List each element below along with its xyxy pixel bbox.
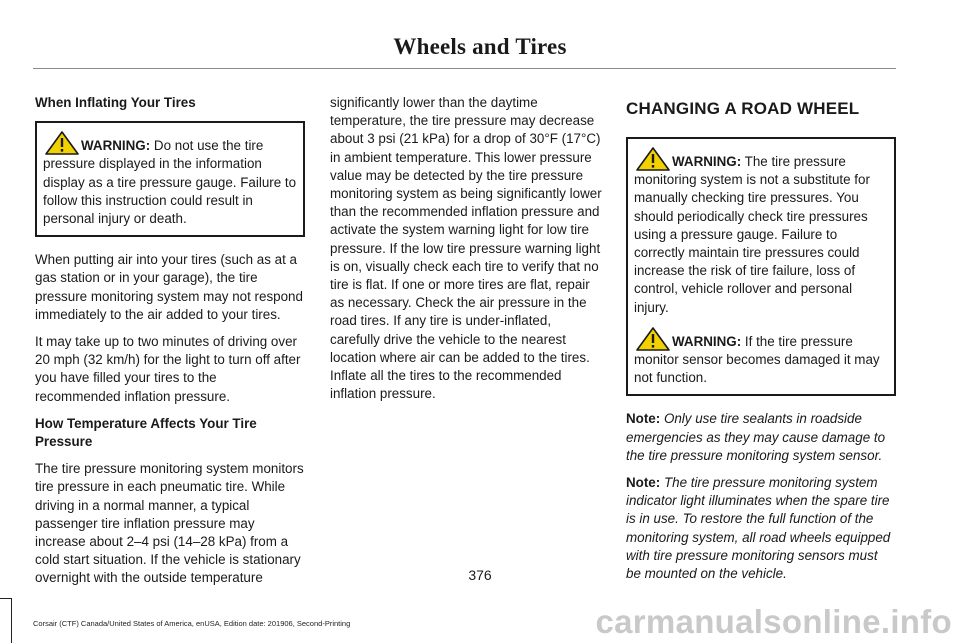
paragraph: When putting air into your tires (such as at a gas station or in your garage), the tire pressure monitoring system may not respond immediately to the air added to your tires. bbox=[35, 252, 303, 322]
subhead-inflating-tires: When Inflating Your Tires bbox=[35, 95, 196, 110]
warning-triangle-icon bbox=[636, 327, 670, 351]
title-divider bbox=[33, 68, 896, 69]
watermark-logo: carmanualsonline.info bbox=[595, 603, 952, 640]
section-heading: CHANGING A ROAD WHEEL bbox=[626, 99, 860, 118]
column-1 bbox=[35, 94, 305, 597]
warning-label: WARNING: bbox=[672, 154, 742, 169]
warning-text: Do not use the tire pressure displayed in the information display as a tire pressure gauge. Failure to follow this instruction could result in personal injury or death. bbox=[43, 138, 297, 227]
page-number: 376 bbox=[468, 567, 492, 583]
edition-footer: Corsair (CTF) Canada/United States of America, enUSA, Edition date: 201906, Second-Printing bbox=[33, 619, 351, 628]
paragraph: It may take up to two minutes of driving over 20 mph (32 km/h) for the light to turn off after you have filled your tires to the recommended inflation pressure. bbox=[35, 334, 301, 404]
warning-triangle-icon bbox=[636, 147, 670, 171]
column-3 bbox=[626, 94, 896, 592]
warning-label: WARNING: bbox=[81, 138, 151, 154]
warning-triangle-icon bbox=[45, 131, 79, 155]
note-label: Note: bbox=[626, 475, 661, 491]
paragraph: The tire pressure monitoring system monitors tire pressure in each pneumatic tire. While driving in a normal manner, a typical passenger tire inflation pressure may increase about 2–4 psi (14–28 kPa) from a cold start situation. If the vehicle is stationary overnight with the outside temperature bbox=[35, 461, 304, 586]
warning-box-substitute bbox=[626, 137, 896, 396]
note-paragraph bbox=[626, 410, 896, 465]
subhead-temperature: How Temperature Affects Your Tire Pressure bbox=[35, 415, 257, 450]
warning-text: If the tire pressure monitor sensor becomes damaged it may not function. bbox=[634, 333, 880, 386]
note-label: Note: bbox=[626, 411, 661, 427]
warning-text: The tire pressure monitoring system is not a substitute for manually checking tire pressures. You should periodically check tire pressures using a pressure gauge. Failure to correctly maintain tire pressures could increase the risk of tire failure, loss of control, vehicle rollover and personal injury. bbox=[634, 154, 870, 315]
note-text: Only use tire sealants in roadside emergencies as they may cause damage to the tire pressure monitoring system sensor. bbox=[626, 411, 886, 463]
page-title: Wheels and Tires bbox=[393, 34, 567, 59]
warning-label: WARNING: bbox=[672, 333, 742, 349]
column-2 bbox=[330, 94, 602, 412]
crop-mark bbox=[0, 598, 12, 643]
paragraph: significantly lower than the daytime temperature, the tire pressure may decrease about 3 psi (21 kPa) for a drop of 30°F (17°C) in ambient temperature. This lower pressure value may be detected by the tire pressure monitoring system as being significantly lower than the recommended inflation pressure and activate the system warning light for low tire pressure. If the low tire pressure warning light is on, visually check each tire to verify that no tire is flat. If one or more tires are flat, repair as necessary. Check the air pressure in the road tires. If any tire is under-inflated, carefully drive the vehicle to the nearest location where air can be added to the tires. Inflate all the tires to the recommended inflation pressure. bbox=[330, 95, 602, 402]
note-text: The tire pressure monitoring system indicator light illuminates when the spare tire is in use. To restore the full function of the monitoring system, all road wheels equipped with tire pressure monitoring sensors must be mounted on the vehicle. bbox=[626, 475, 891, 582]
warning-box-gauge bbox=[35, 121, 305, 237]
